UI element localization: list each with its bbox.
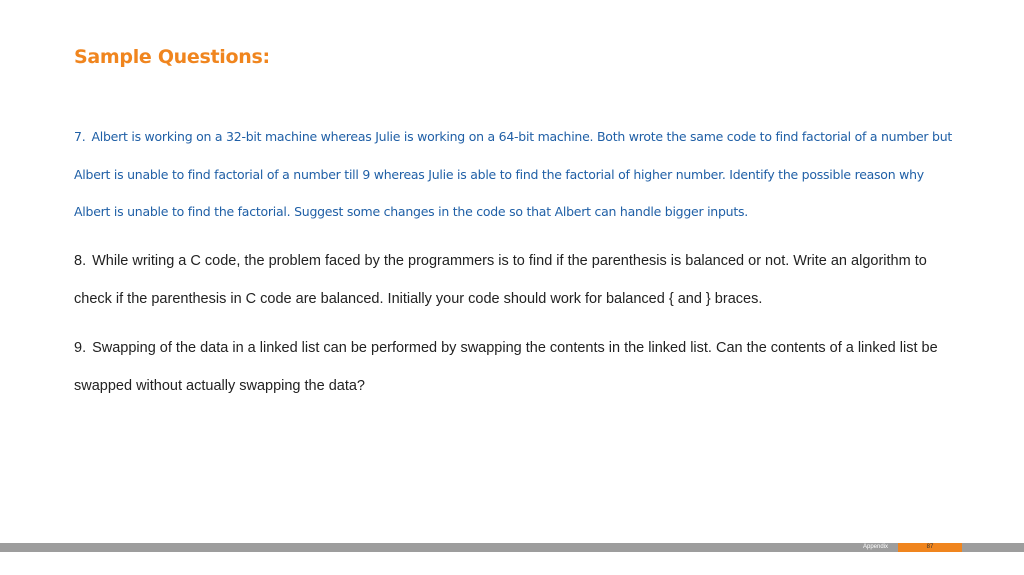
footer-page-number: 87	[898, 543, 962, 552]
question-7	[74, 118, 954, 231]
question-9	[74, 330, 954, 405]
question-8-text: While writing a C code, the problem faced by the programmers is to find if the parenthesis is balanced or not. Write an algorithm to check if the parenthesis in C code are balanced. Initially your code should work for balanced { and } braces.	[74, 253, 927, 307]
slide-title: Sample Questions:	[74, 46, 270, 68]
question-7-number: 7.	[74, 129, 86, 144]
question-8	[74, 243, 954, 318]
footer-section-label: Appendix	[863, 544, 889, 550]
question-8-number: 8.	[74, 253, 87, 269]
question-7-text: Albert is working on a 32-bit machine whereas Julie is working on a 64-bit machine. Both wrote the same code to find factorial of a number but Albert is unable to find factorial of a number till 9 whereas Julie is able to find the factorial of higher number. Identify the possible reason why Albert is unable to find the factorial. Suggest some changes in the code so that Albert can handle bigger inputs.	[74, 129, 953, 219]
question-9-number: 9.	[74, 340, 87, 356]
question-9-text: Swapping of the data in a linked list can be performed by swapping the contents in the linked list. Can the contents of a linked list be swapped without actually swapping the data?	[74, 340, 938, 394]
footer-bar	[0, 543, 1024, 552]
